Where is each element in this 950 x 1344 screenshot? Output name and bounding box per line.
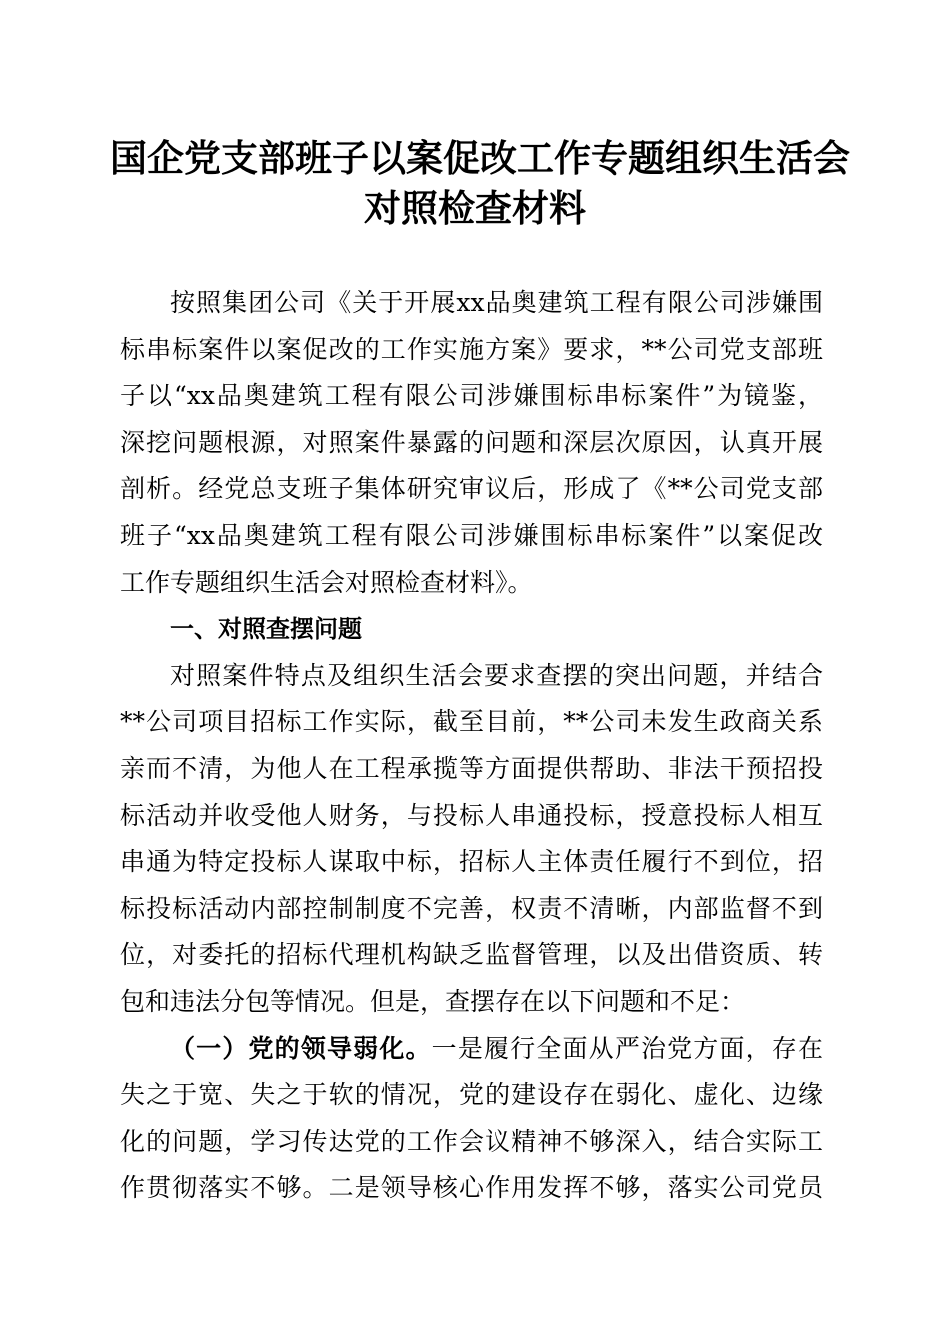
text-line: 按照集团公司《关于开展xx品奥建筑工程有限公司涉嫌围 (170, 288, 823, 317)
text-line: 班子“xx品奥建筑工程有限公司涉嫌围标串标案件”以案促改 (120, 520, 823, 550)
paragraph-intro (120, 280, 823, 606)
text-line: 亲而不清，为他人在工程承揽等方面提供帮助、非法干预招投 (120, 753, 823, 783)
subsection-label: （一）党的领导弱化。 (170, 1033, 432, 1063)
text-line: 失之于宽、失之于软的情况，党的建设存在弱化、虚化、边缘 (120, 1080, 823, 1110)
document-body (120, 280, 823, 1212)
text-line: 剖析。经党总支班子集体研究审议后，形成了《**公司党支部 (120, 474, 823, 504)
text-line: 子以“xx品奥建筑工程有限公司涉嫌围标串标案件”为镜鉴， (120, 381, 823, 411)
text-line: 工作专题组织生活会对照检查材料》。 (120, 567, 533, 597)
text-line: 标投标活动内部控制制度不完善，权责不清晰，内部监督不到 (120, 893, 823, 923)
text-line: 串通为特定投标人谋取中标，招标人主体责任履行不到位，招 (120, 847, 823, 877)
text-line: 化的问题，学习传达党的工作会议精神不够深入，结合实际工 (120, 1126, 823, 1156)
paragraph-findings (120, 653, 823, 1026)
paragraph-party-leadership (120, 1026, 823, 1212)
document-title-line-2: 对照检查材料 (364, 186, 586, 230)
text-line: 深挖问题根源，对照案件暴露的问题和深层次原因，认真开展 (120, 427, 823, 457)
text-line: 作贯彻落实不够。二是领导核心作用发挥不够，落实公司党员 (120, 1173, 823, 1203)
section-heading: 一、对照查摆问题 (170, 615, 362, 644)
document-title-line-1: 国企党支部班子以案促改工作专题组织生活会 (110, 136, 850, 180)
text-line: **公司项目招标工作实际，截至目前，**公司未发生政商关系 (120, 707, 823, 737)
text-run: 一是履行全面从严治党方面，存在 (431, 1033, 823, 1063)
text-line: 标活动并收受他人财务，与投标人串通投标，授意投标人相互 (120, 800, 823, 830)
text-line: 位，对委托的招标代理机构缺乏监督管理，以及出借资质、转 (120, 940, 823, 970)
text-line: 包和违法分包等情况。但是，查摆存在以下问题和不足： (120, 986, 746, 1016)
text-line: 对照案件特点及组织生活会要求查摆的突出问题，并结合 (170, 660, 823, 690)
text-line (120, 1026, 823, 1073)
text-line: 标串标案件以案促改的工作实施方案》要求，**公司党支部班 (120, 334, 823, 364)
